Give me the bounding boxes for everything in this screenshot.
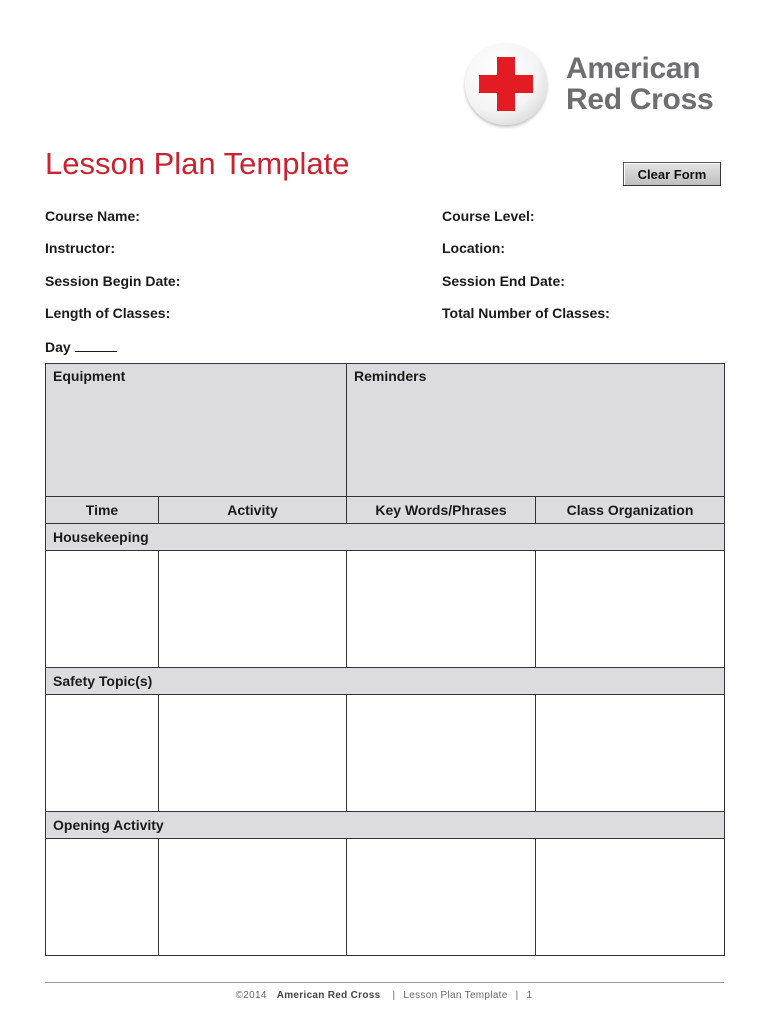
total-number-of-classes-label[interactable]: Total Number of Classes: [442,305,610,321]
logo-wordmark [566,53,713,115]
equipment-label: Equipment [53,368,126,384]
column-header-activity: Activity [159,497,347,524]
column-header-key-words: Key Words/Phrases [347,497,536,524]
housekeeping-time-cell[interactable] [46,551,159,668]
safety-key-words-cell[interactable] [347,695,536,812]
day-label: Day [45,339,71,355]
page-title: Lesson Plan Template [45,146,350,181]
housekeeping-activity-cell[interactable] [159,551,347,668]
american-red-cross-logo [463,43,725,133]
equipment-box[interactable] [46,364,347,497]
housekeeping-key-words-cell[interactable] [347,551,536,668]
reminders-box[interactable] [347,364,725,497]
safety-time-cell[interactable] [46,695,159,812]
housekeeping-class-organization-cell[interactable] [536,551,725,668]
logo-line-2: Red Cross [566,83,714,116]
session-end-date-label[interactable]: Session End Date: [442,273,565,289]
course-name-label[interactable]: Course Name: [45,208,140,224]
footer-page-number: 1 [526,990,533,1001]
clear-form-button[interactable]: Clear Form [623,162,721,186]
page-footer [0,990,768,1001]
day-field[interactable] [45,339,117,355]
lesson-plan-grid [45,363,725,956]
session-begin-date-label[interactable]: Session Begin Date: [45,273,181,289]
opening-time-cell[interactable] [46,839,159,956]
location-label[interactable]: Location: [442,240,505,256]
footer-divider [45,982,724,983]
instructor-label[interactable]: Instructor: [45,240,115,256]
opening-class-organization-cell[interactable] [536,839,725,956]
section-safety-topics: Safety Topic(s) [46,668,725,695]
column-header-time: Time [46,497,159,524]
footer-doc-title: Lesson Plan Template [403,990,508,1001]
red-cross-emblem-icon [465,43,547,125]
footer-separator: | [515,990,519,1001]
logo-line-1: American [566,52,701,85]
reminders-label: Reminders [354,368,427,384]
footer-separator: | [392,990,396,1001]
safety-class-organization-cell[interactable] [536,695,725,812]
safety-activity-cell[interactable] [159,695,347,812]
day-input-line[interactable] [75,339,117,352]
column-header-class-organization: Class Organization [536,497,725,524]
opening-activity-cell[interactable] [159,839,347,956]
opening-key-words-cell[interactable] [347,839,536,956]
section-opening-activity: Opening Activity [46,812,725,839]
footer-brand: American Red Cross [276,990,381,1001]
section-housekeeping: Housekeeping [46,524,725,551]
footer-copyright: ©2014 [235,990,267,1001]
course-level-label[interactable]: Course Level: [442,208,535,224]
length-of-classes-label[interactable]: Length of Classes: [45,305,171,321]
